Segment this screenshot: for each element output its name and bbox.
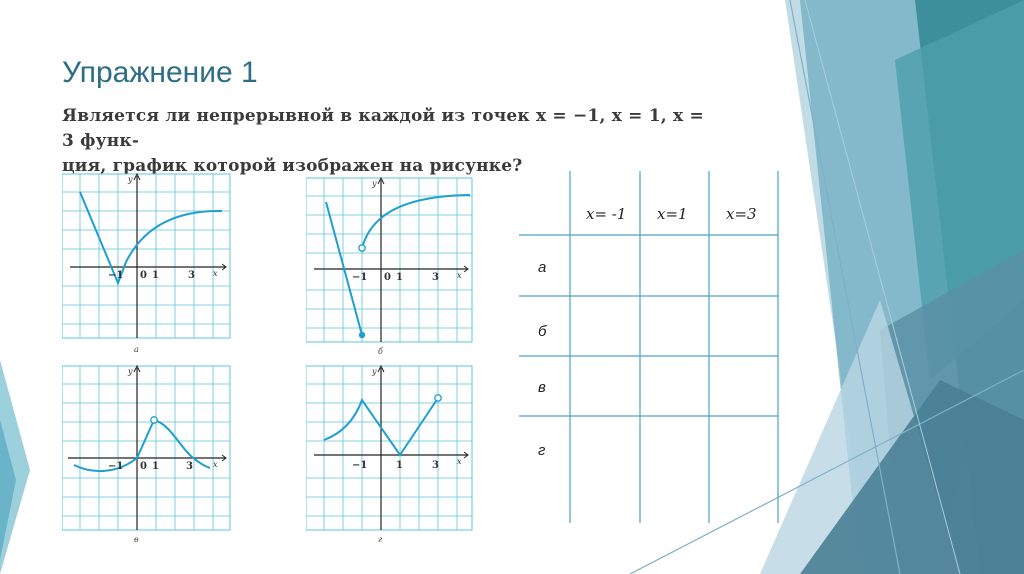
y-label: y — [128, 367, 133, 376]
cell-v-x1[interactable] — [641, 357, 708, 415]
row-label-a: а — [538, 259, 547, 276]
column-header-x3: x=3 — [726, 205, 757, 223]
tick-one: 1 — [396, 272, 403, 283]
cell-b-xneg1[interactable] — [571, 297, 639, 355]
task-line-1: Является ли непрерывной в каждой из точек x = −1, x = 1, x = 3 функ- — [62, 106, 704, 151]
cell-v-x3[interactable] — [710, 357, 777, 415]
tick-one: 1 — [396, 460, 403, 471]
tick-three: 3 — [432, 272, 439, 283]
tick-neg1: −1 — [108, 461, 124, 472]
tick-zero: 0 — [384, 272, 391, 283]
x-label: x — [457, 457, 462, 466]
tick-three: 3 — [188, 270, 195, 281]
tick-zero: 0 — [140, 270, 147, 281]
tick-one: 1 — [152, 270, 159, 281]
cell-a-x3[interactable] — [710, 236, 777, 295]
row-label-b: б — [538, 323, 547, 340]
x-label: x — [457, 271, 462, 280]
column-header-xneg1: x= -1 — [586, 205, 627, 223]
graph-caption: а — [134, 345, 139, 354]
tick-three: 3 — [432, 460, 439, 471]
cell-b-x1[interactable] — [641, 297, 708, 355]
tick-neg1: −1 — [108, 270, 124, 281]
row-label-v: в — [538, 379, 546, 396]
cell-g-x3[interactable] — [710, 417, 777, 522]
tick-zero: 0 — [140, 461, 147, 472]
row-label-g: г — [538, 442, 546, 459]
y-label: y — [128, 175, 133, 184]
cell-a-x1[interactable] — [641, 236, 708, 295]
graph-caption: б — [378, 347, 383, 356]
slide-title: Упражнение 1 — [62, 56, 258, 89]
tick-three: 3 — [186, 461, 193, 472]
graph-caption: в — [134, 535, 139, 544]
tick-neg1: −1 — [352, 272, 368, 283]
tick-neg1: −1 — [352, 460, 368, 471]
task-line-2: ция, график которой изображен на рисунке? — [62, 156, 523, 176]
graph-caption: г — [378, 535, 383, 544]
cell-g-xneg1[interactable] — [571, 417, 639, 522]
answer-cells — [571, 236, 777, 522]
column-header-x1: x=1 — [657, 205, 688, 223]
tick-one: 1 — [152, 461, 159, 472]
cell-g-x1[interactable] — [641, 417, 708, 522]
y-label: y — [372, 367, 377, 376]
cell-v-xneg1[interactable] — [571, 357, 639, 415]
cell-b-x3[interactable] — [710, 297, 777, 355]
y-label: y — [372, 179, 377, 188]
cell-a-xneg1[interactable] — [571, 236, 639, 295]
x-label: x — [213, 269, 218, 278]
x-label: x — [213, 460, 218, 469]
